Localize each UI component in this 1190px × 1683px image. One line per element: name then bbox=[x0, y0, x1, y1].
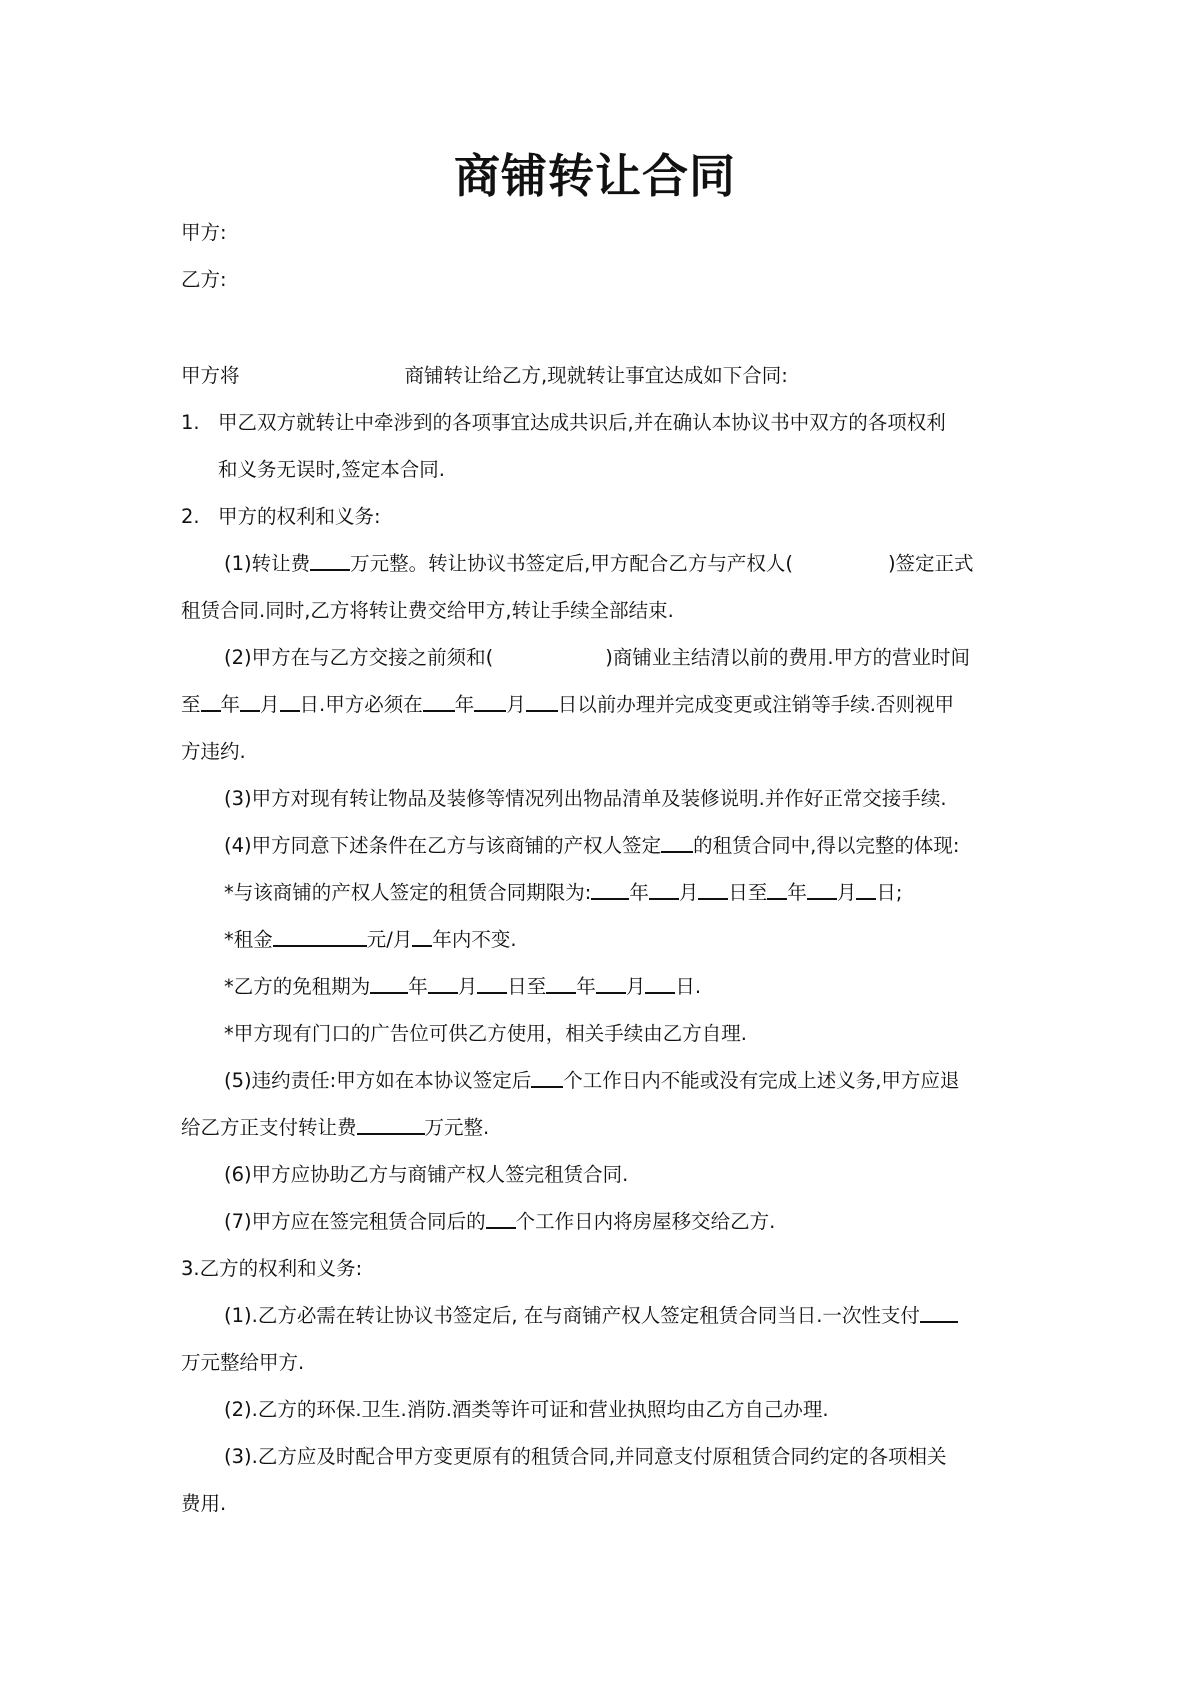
clause-a2-line-3: 方违约. bbox=[181, 740, 246, 763]
clause-a2-l2-part-5: 年 bbox=[454, 693, 475, 716]
bullet-rent-part-2: 元/月 bbox=[366, 928, 413, 951]
clause-a7-part-2: 个工作日内将房屋移交给乙方. bbox=[515, 1210, 776, 1233]
bullet-lease-term-part-7: 日; bbox=[876, 881, 903, 904]
blank-days bbox=[531, 1068, 563, 1088]
clause-a2-part-1: (2)甲方在与乙方交接之前须和( bbox=[224, 646, 494, 669]
clause-a5-part-2: 个工作日内不能或没有完成上述义务,甲方应退 bbox=[563, 1069, 960, 1092]
bullet-rent-free-part-7: 日. bbox=[675, 975, 702, 998]
blank-year bbox=[201, 692, 221, 712]
clause-a2-l2-part-7: 日以前办理并完成变更或注销等手续.否则视甲 bbox=[557, 693, 954, 716]
blank-fee bbox=[310, 551, 350, 571]
clause-a2-l2-part-1: 至 bbox=[181, 693, 201, 716]
clause-a1-line-2: 租赁合同.同时,乙方将转让费交给甲方,转让手续全部结束. bbox=[181, 599, 674, 622]
blank-day bbox=[526, 692, 558, 712]
clause-a1-part-3: )签定正式 bbox=[887, 552, 974, 575]
blank-day bbox=[645, 974, 675, 994]
blank-rent bbox=[273, 927, 367, 947]
item-2-title: 甲方的权利和义务: bbox=[218, 505, 381, 528]
bullet-rent-free-part-6: 月 bbox=[625, 975, 646, 998]
clause-a2-l2-part-2: 年 bbox=[220, 693, 241, 716]
item-1-number: 1. bbox=[181, 411, 200, 434]
clause-a7-part-1: (7)甲方应在签完租赁合同后的 bbox=[224, 1210, 486, 1233]
bullet-rent-free-part-4: 日至 bbox=[507, 975, 547, 998]
clause-c1-line-1 bbox=[224, 1303, 1064, 1329]
clause-c3-line-2: 费用. bbox=[181, 1492, 227, 1515]
bullet-rent-free-part-3: 月 bbox=[457, 975, 478, 998]
bullet-rent-free-part-2: 年 bbox=[408, 975, 428, 998]
clause-a5-line-1 bbox=[224, 1068, 1064, 1094]
bullet-rent-part-1: *租金 bbox=[224, 928, 273, 951]
blank-refund bbox=[357, 1115, 425, 1135]
bullet-lease-term-part-3: 月 bbox=[678, 881, 699, 904]
clause-a4-part-2: 的租赁合同中,得以完整的体现: bbox=[693, 834, 960, 857]
blank-month bbox=[596, 974, 626, 994]
clause-c2: (2).乙方的环保.卫生.消防.酒类等许可证和营业执照均由乙方自己办理. bbox=[224, 1398, 829, 1421]
bullet-lease-term-part-5: 年 bbox=[787, 881, 807, 904]
intro-start: 甲方将 bbox=[181, 364, 240, 387]
clause-a5-line-2 bbox=[181, 1115, 1021, 1141]
clause-a2-part-2: )商铺业主结清以前的费用.甲方的营业时间 bbox=[605, 646, 971, 669]
blank-day bbox=[698, 880, 728, 900]
clause-a1-line-1 bbox=[224, 551, 1064, 577]
blank-day bbox=[856, 880, 876, 900]
bullet-rent bbox=[224, 927, 1064, 953]
clause-a5-part-1: (5)违约责任:甲方如在本协议签定后 bbox=[224, 1069, 532, 1092]
party-a-label: 甲方: bbox=[181, 221, 227, 244]
blank-month bbox=[474, 692, 506, 712]
item-2-number: 2. bbox=[181, 505, 200, 528]
clause-a4 bbox=[224, 833, 1064, 859]
clause-a5-l2-part-1: 给乙方正支付转让费 bbox=[181, 1116, 357, 1139]
blank-month bbox=[649, 880, 679, 900]
blank-days bbox=[486, 1209, 516, 1229]
bullet-ad-space: *甲方现有门口的广告位可供乙方使用，相关手续由乙方自理. bbox=[224, 1022, 747, 1045]
item-3-heading: 3.乙方的权利和义务: bbox=[181, 1257, 363, 1280]
intro-line bbox=[181, 363, 1021, 389]
bullet-lease-term-part-2: 年 bbox=[629, 881, 649, 904]
blank-month bbox=[428, 974, 458, 994]
bullet-rent-part-3: 年内不变. bbox=[432, 928, 517, 951]
bullet-lease-term-part-4: 日至 bbox=[728, 881, 768, 904]
clause-c1-part-1: (1).乙方必需在转让协议书签定后, 在与商铺产权人签定租赁合同当日.一次性支付 bbox=[224, 1304, 920, 1327]
blank-years bbox=[412, 927, 432, 947]
clause-a2-line-2 bbox=[181, 692, 1021, 718]
clause-a2-l2-part-6: 月 bbox=[506, 693, 526, 716]
clause-a2-l2-part-3: 月 bbox=[260, 693, 280, 716]
clause-a5-l2-part-2: 万元整. bbox=[424, 1116, 490, 1139]
blank-month bbox=[240, 692, 260, 712]
blank-year bbox=[370, 974, 408, 994]
clause-a4-part-1: (4)甲方同意下述条件在乙方与该商铺的产权人签定 bbox=[224, 834, 662, 857]
blank-term bbox=[661, 833, 693, 853]
blank-day bbox=[280, 692, 300, 712]
bullet-lease-term-part-6: 月 bbox=[836, 881, 857, 904]
page-title: 商铺转让合同 bbox=[454, 149, 736, 203]
bullet-lease-term bbox=[224, 880, 1064, 906]
clause-c3-line-1: (3).乙方应及时配合甲方变更原有的租赁合同,并同意支付原租赁合同约定的各项相关 bbox=[224, 1445, 947, 1468]
clause-a3: (3)甲方对现有转让物品及装修等情况列出物品清单及装修说明.并作好正常交接手续. bbox=[224, 787, 947, 810]
clause-a6: (6)甲方应协助乙方与商铺产权人签完租赁合同. bbox=[224, 1163, 629, 1186]
clause-a7 bbox=[224, 1209, 1064, 1235]
blank-year bbox=[591, 880, 629, 900]
party-b-label: 乙方: bbox=[181, 268, 227, 291]
blank-day bbox=[477, 974, 507, 994]
item-1-text: 甲乙双方就转让中牵涉到的各项事宜达成共识后,并在确认本协议书中双方的各项权利 bbox=[218, 411, 946, 434]
intro-end: 商铺转让给乙方,现就转让事宜达成如下合同: bbox=[404, 364, 788, 387]
clause-a2-line-1 bbox=[224, 645, 1064, 671]
bullet-rent-free-part-5: 年 bbox=[576, 975, 596, 998]
clause-a1-part-2: 万元整。转让协议书签定后,甲方配合乙方与产权人( bbox=[350, 552, 793, 575]
blank-year bbox=[767, 880, 787, 900]
blank-year bbox=[546, 974, 576, 994]
blank-year bbox=[423, 692, 455, 712]
clause-c1-line-2: 万元整给甲方. bbox=[181, 1351, 305, 1374]
bullet-lease-term-part-1: *与该商铺的产权人签定的租赁合同期限为: bbox=[224, 881, 592, 904]
item-2-heading bbox=[181, 504, 1021, 530]
bullet-rent-free-part-1: *乙方的免租期为 bbox=[224, 975, 371, 998]
item-1-line-2: 和义务无误时,签定本合同. bbox=[218, 458, 445, 481]
blank-month bbox=[807, 880, 837, 900]
item-1-line-1 bbox=[181, 410, 1021, 436]
bullet-rent-free bbox=[224, 974, 1064, 1000]
clause-a2-l2-part-4: 日.甲方必须在 bbox=[299, 693, 423, 716]
clause-a1-part-1: (1)转让费 bbox=[224, 552, 311, 575]
blank-payment bbox=[920, 1303, 958, 1323]
